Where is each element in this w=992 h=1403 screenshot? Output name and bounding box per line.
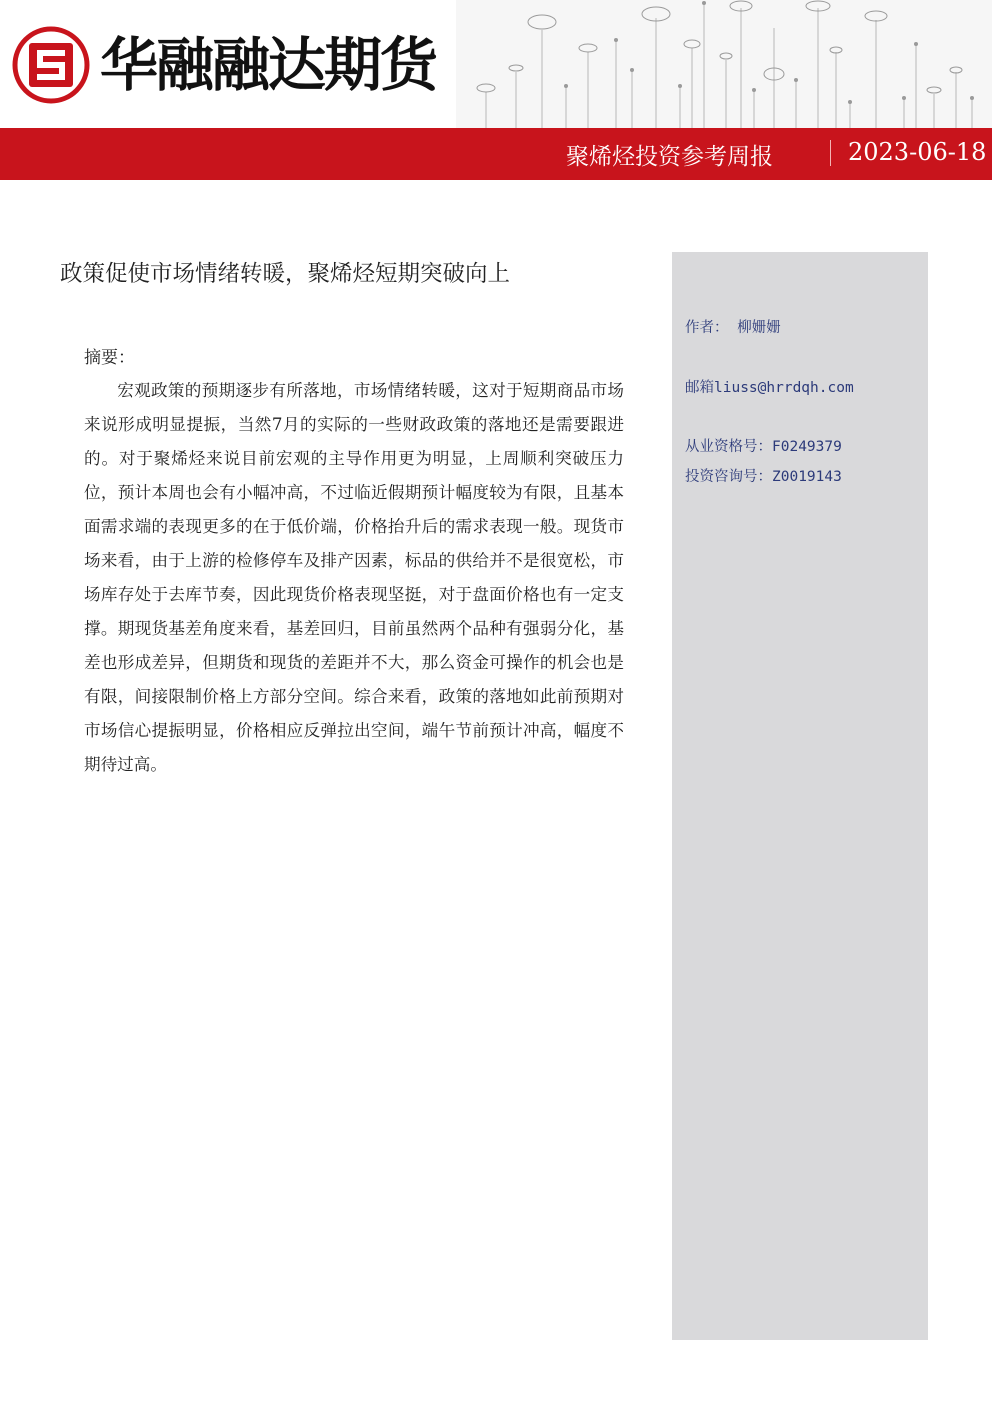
company-seal-s-logo-icon: [12, 26, 90, 104]
practice-cert-line: 从业资格号：F0249379: [685, 439, 842, 455]
email-line: 邮箱liuss@hrrdqh.com: [685, 380, 854, 396]
author-line: 作者： 柳姗姗: [685, 320, 781, 336]
abstract-label: 摘要：: [84, 348, 135, 368]
abstract-body: 宏观政策的预期逐步有所落地，市场情绪转暖，这对于短期商品市场来说形成明显提振，当然7月的实际的一些财政政策的落地还是需要跟进的。对于聚烯烃来说目前宏观的主导作用更为明显，上周顺利突破压力位，预计本周也会有小幅冲高，不过临近假期预计幅度较为有限，且基本面需求端的表现更多的在于低价端，价格抬升后的需求表现一般。现货市场来看，由于上游的检修停车及排产因素，标品的供给并不是很宽松，市场库存处于去库节奏，因此现货价格表现坚挺，对于盘面价格也有一定支撑。期现货基差角度来看，基差回归，目前虽然两个品种有强弱分化，基差也形成差异，但期货和现货的差距并不大，那么资金可操作的机会也是有限，间接限制价格上方部分空间。综合来看，政策的落地如此前预期对市场信心提振明显，价格相应反弹拉出空间，端午节前预计冲高，幅度不期待过高。: [84, 381, 624, 774]
advisory-cert-line: 投资咨询号：Z0019143: [685, 469, 842, 485]
company-name: 华融融达期货: [100, 31, 437, 99]
report-date: 2023-06-18: [848, 138, 987, 166]
report-headline: 政策促使市场情绪转暖，聚烯烃短期突破向上: [60, 261, 511, 287]
decorative-pins-graphic: [456, 0, 992, 128]
author-sidebar: [672, 252, 928, 1340]
report-banner: [0, 128, 992, 180]
banner-divider: [830, 140, 831, 166]
report-type: 聚烯烃投资参考周报: [566, 144, 773, 170]
